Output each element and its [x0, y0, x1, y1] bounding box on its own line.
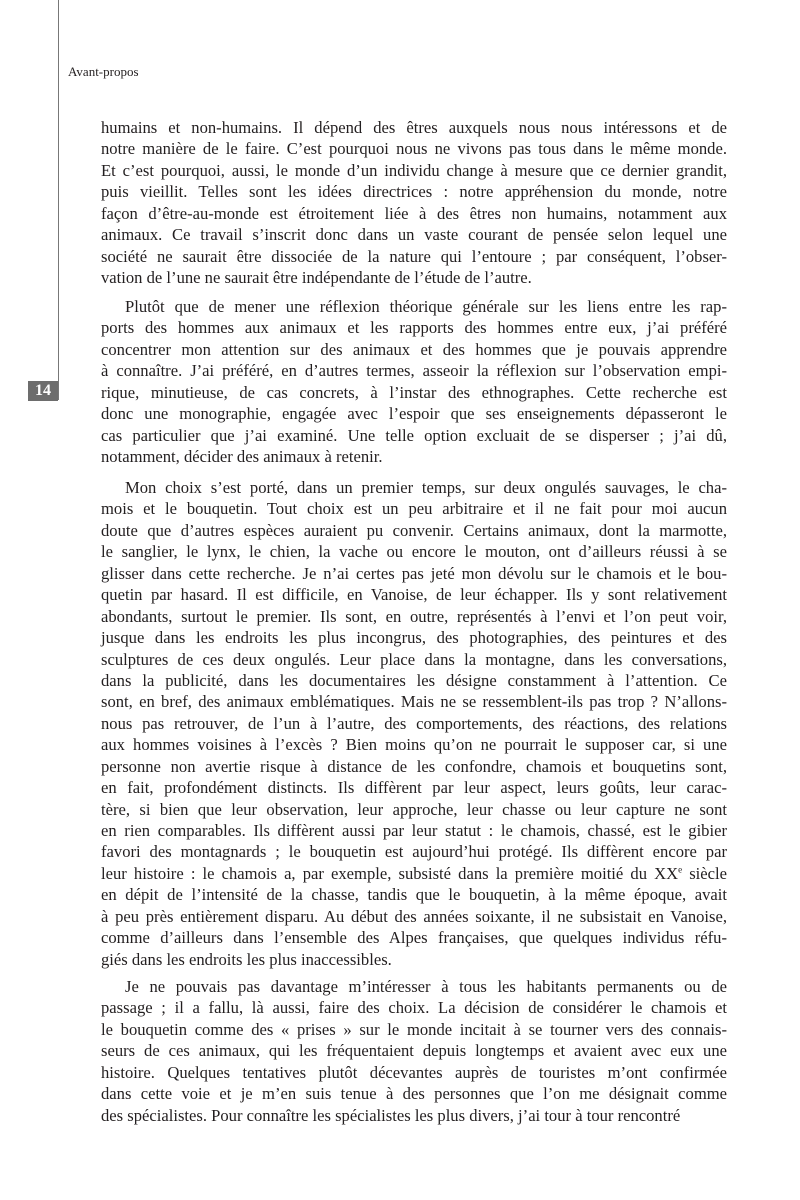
text-line: dans la publicité, dans les documentaires les désigne constamment à l’attention. Ce — [101, 670, 727, 690]
text-line: passage ; il a fallu, là aussi, faire des choix. La décision de considérer le chamois et — [101, 998, 727, 1018]
text-line: façon d’être-au-monde est étroitement liée à des êtres non humains, notamment aux — [101, 203, 727, 223]
text-line: favori des montagnards ; le bouquetin est aujourd’hui protégé. Ils diffèrent encore par — [101, 842, 727, 862]
text-line: aux hommes voisines à l’excès ? Bien moins qu’on ne pourrait le supposer car, si une — [101, 735, 727, 755]
text-line: concentrer mon attention sur des animaux et des hommes que je pouvais apprendre — [101, 339, 727, 359]
text-line: Mon choix s’est porté, dans un premier temps, sur deux ongulés sauvages, le cha- — [125, 478, 727, 497]
text-line: notre manière de le faire. C’est pourquoi nous ne vivons pas tous dans le même monde. — [101, 139, 727, 159]
text-line: en fait, profondément distincts. Ils diffèrent par leur aspect, leurs goûts, leur carac- — [101, 778, 727, 798]
text-line: giés dans les endroits les plus inaccessibles. — [101, 949, 392, 969]
text-line: dans cette voie et je m’en suis tenue à des personnes que l’on me désignait comme — [101, 1084, 727, 1104]
text-line: jusque dans les endroits les plus incongrus, des photographies, des peintures et des — [101, 628, 727, 648]
text-line: comme d’ailleurs dans l’ensemble des Alpes françaises, que quelques individus réfu- — [101, 928, 727, 948]
text-line: vation de l’une ne saurait être indépendante de l’étude de l’autre. — [101, 268, 532, 288]
text-line: Et c’est pourquoi, aussi, le monde d’un individu change à mesure que ce dernier grandit, — [101, 160, 727, 180]
text-line: Je ne pouvais pas davantage m’intéresser à tous les habitants permanents ou de — [125, 977, 727, 996]
text-line: ports des hommes aux animaux et les rapports des hommes entre eux, j’ai préféré — [101, 318, 727, 338]
text-line: des spécialistes. Pour connaître les spécialistes les plus divers, j’ai tour à tour rencontré — [101, 1105, 681, 1125]
text-line: le sanglier, le lynx, le chien, la vache ou encore le mouton, ont d’ailleurs réussi à se — [101, 542, 727, 562]
text-line: glisser dans cette recherche. Je n’ai certes pas jeté mon dévolu sur le chamois et le bou- — [101, 563, 727, 583]
text-line: Plutôt que de mener une réflexion théorique générale sur les liens entre les rap- — [125, 297, 727, 316]
text-line: tère, si bien que leur observation, leur approche, leur chasse ou leur capture ne sont — [101, 799, 727, 819]
text-line: doute que d’autres espèces auraient pu convenir. Certains animaux, dont la marmotte, — [101, 520, 727, 540]
text-line: seurs de ces animaux, qui les fréquentaient depuis longtemps et avaient avec eux une — [101, 1041, 727, 1061]
text-line: le bouquetin comme des « prises » sur le monde incitait à se tourner vers des connais- — [101, 1019, 727, 1039]
margin-rule — [58, 0, 59, 400]
text-line: à peu près entièrement disparu. Au début des années soixante, il ne subsistait en Vanoise, — [101, 906, 727, 926]
text-line: animaux. Ce travail s’inscrit donc dans un vaste courant de pensée selon lequel une — [101, 225, 727, 245]
paragraph-1 — [101, 117, 727, 289]
text-line: humains et non-humains. Il dépend des êtres auxquels nous nous intéressons et de — [101, 118, 727, 137]
text-line: cas particulier que j’ai examiné. Une telle option excluait de se disperser ; j’ai dû, — [101, 425, 727, 445]
paragraph-3 — [101, 477, 727, 970]
text-line: en dépit de l’intensité de la chasse, tandis que le bouquetin, à la même époque, avait — [101, 885, 727, 905]
text-line: donc une monographie, engagée avec l’espoir que ses enseignements dépasseront le — [101, 404, 727, 424]
text-line: notamment, décider des animaux à retenir. — [101, 447, 383, 467]
text-line: abondants, surtout le premier. Ils sont, en outre, représentés à l’envi et l’on peut voir, — [101, 606, 727, 626]
paragraph-4 — [101, 976, 727, 1126]
text-line: nous pas retrouver, de l’un à l’autre, des comportements, des réactions, des relations — [101, 713, 727, 733]
text-line: mois et le bouquetin. Tout choix est un peu arbitraire et il ne fait pour moi aucun — [101, 499, 727, 519]
text-line: en rien comparables. Ils diffèrent aussi par leur statut : le chamois, chassé, est le gibier — [101, 821, 727, 840]
page-number: 14 — [28, 381, 58, 401]
running-head: Avant-propos — [68, 64, 139, 79]
text-line: rique, minutieuse, de cas concrets, à l’instar des ethnographes. Cette recherche est — [101, 382, 727, 402]
text-line: leur histoire : le chamois a, par exemple, subsisté dans la première moitié du XXe siècle — [101, 863, 727, 883]
text-line: sculptures de ces deux ongulés. Leur place dans la montagne, dans les conversations, — [101, 649, 727, 669]
text-line: personne non avertie risque à distance de les confondre, chamois et bouquetins sont, — [101, 756, 727, 776]
text-line: société ne saurait être dissociée de la nature qui l’entoure ; par conséquent, l’obser- — [101, 246, 727, 266]
text-line: puis vieillit. Telles sont les idées directrices : notre appréhension du monde, notre — [101, 182, 727, 202]
text-line: histoire. Quelques tentatives plutôt décevantes auprès de touristes m’ont confirmée — [101, 1062, 727, 1082]
text-line: à connaître. J’ai préféré, en d’autres termes, asseoir la réflexion sur l’observation empi- — [101, 361, 727, 381]
text-line: quetin par hasard. Il est difficile, en Vanoise, de leur échapper. Ils y sont relativement — [101, 585, 727, 605]
paragraph-2 — [101, 296, 727, 468]
text-line: sont, en bref, des animaux emblématiques. Mais ne se ressemblent-ils pas trop ? N’allons- — [101, 692, 727, 712]
